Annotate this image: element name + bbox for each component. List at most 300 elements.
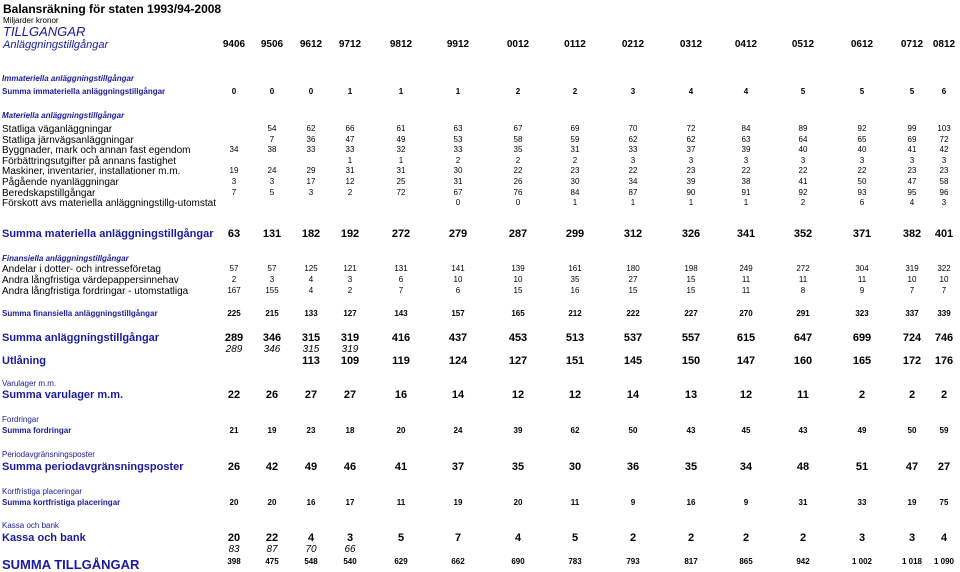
table-cell: 3 [743, 156, 749, 165]
table-cell: 72 [686, 124, 696, 133]
row-label: Summa varulager m.m. [2, 389, 124, 401]
table-cell: 27 [304, 389, 318, 401]
table-cell: 24 [267, 166, 277, 175]
table-cell: 1 [398, 87, 404, 96]
table-cell: 289 [224, 332, 244, 344]
table-cell: 2 [858, 389, 866, 401]
table-cell: 5 [269, 188, 275, 197]
table-cell: 49 [857, 426, 867, 435]
table-cell: 10 [453, 275, 463, 284]
table-cell: 50 [857, 177, 867, 186]
table-cell: 12 [739, 389, 753, 401]
table-cell: 1 [743, 198, 749, 207]
table-cell: 113 [302, 355, 320, 367]
table-cell: 3 [858, 532, 866, 544]
table-cell: 41 [394, 461, 408, 473]
table-cell: 0 [515, 198, 521, 207]
table-cell: 64 [798, 135, 808, 144]
table-cell: 272 [796, 264, 810, 273]
table-cell: 35 [513, 145, 523, 154]
table-cell: 5 [909, 87, 915, 96]
table-cell: 7 [398, 286, 404, 295]
table-cell: 22 [628, 166, 638, 175]
table-cell: 90 [686, 188, 696, 197]
table-cell: 31 [345, 166, 355, 175]
table-cell: 33 [628, 145, 638, 154]
table-cell: 119 [392, 355, 410, 367]
table-cell: 346 [263, 344, 281, 355]
table-cell: 319 [341, 344, 359, 355]
table-cell: 6 [859, 198, 865, 207]
table-cell: 475 [265, 557, 279, 566]
table-cell: 7 [909, 286, 915, 295]
table-cell: 45 [741, 426, 751, 435]
table-cell: 3 [688, 156, 694, 165]
section-title: TILLGANGAR [3, 24, 86, 39]
table-cell: 2 [940, 389, 948, 401]
table-cell: 793 [626, 557, 640, 566]
table-cell: 22 [265, 532, 279, 544]
table-cell: 3 [630, 156, 636, 165]
table-cell: 157 [451, 309, 465, 318]
row-label: Förbättringsutgifter på annans fastighet [2, 156, 176, 167]
table-cell: 15 [686, 275, 696, 284]
table-cell: 11 [857, 275, 867, 284]
column-header-0312: 0312 [679, 39, 703, 50]
table-cell: 35 [511, 461, 525, 473]
table-cell: 41 [907, 145, 917, 154]
table-cell: 54 [267, 124, 277, 133]
table-cell: 16 [394, 389, 408, 401]
table-cell: 4 [688, 87, 694, 96]
row-label: Summa finansiella anläggningstillgångar [2, 309, 158, 318]
table-cell: 2 [742, 532, 750, 544]
table-cell: 1 090 [933, 557, 955, 566]
table-cell: 6 [398, 275, 404, 284]
table-cell: 346 [262, 332, 282, 344]
table-cell: 39 [513, 426, 523, 435]
table-cell: 62 [628, 135, 638, 144]
table-cell: 69 [570, 124, 580, 133]
row-label: Andra långfristiga värdepappersinnehav [2, 275, 179, 286]
table-cell: 41 [798, 177, 808, 186]
row-label: Summa periodavgränsningsposter [2, 461, 184, 473]
table-cell: 176 [934, 355, 954, 367]
table-cell: 5 [859, 87, 865, 96]
table-cell: 1 [630, 198, 636, 207]
table-cell: 33 [857, 498, 867, 507]
row-label: Finansiella anläggningstillgångar [2, 254, 129, 263]
table-cell: 746 [934, 332, 954, 344]
row-label: Summa anläggningstillgångar [2, 332, 160, 344]
table-cell: 22 [857, 166, 867, 175]
table-cell: 26 [513, 177, 523, 186]
column-header-0712: 0712 [900, 39, 924, 50]
table-cell: 127 [508, 355, 528, 367]
table-cell: 225 [227, 309, 241, 318]
table-cell: 3 [347, 275, 353, 284]
column-header-0612: 0612 [850, 39, 874, 50]
table-cell: 47 [907, 177, 917, 186]
table-cell: 453 [508, 332, 528, 344]
table-cell: 548 [304, 557, 318, 566]
column-header-0812: 0812 [932, 39, 956, 50]
table-cell: 26 [265, 389, 279, 401]
column-header-0112: 0112 [564, 39, 586, 50]
table-cell: 11 [741, 275, 751, 284]
row-label: Kassa och bank [2, 532, 86, 544]
table-cell: 942 [796, 557, 810, 566]
table-cell: 34 [628, 177, 638, 186]
table-cell: 145 [623, 355, 643, 367]
table-cell: 27 [628, 275, 638, 284]
table-cell: 7 [269, 135, 275, 144]
table-cell: 47 [345, 135, 355, 144]
table-cell: 165 [852, 355, 872, 367]
table-cell: 270 [739, 309, 753, 318]
table-cell: 3 [909, 156, 915, 165]
table-cell: 2 [515, 87, 521, 96]
table-cell: 63 [741, 135, 751, 144]
table-cell: 222 [626, 309, 640, 318]
table-cell: 4 [308, 275, 314, 284]
table-cell: 39 [686, 177, 696, 186]
row-label: Kassa och bank [2, 521, 59, 530]
table-cell: 51 [855, 461, 869, 473]
table-cell: 36 [306, 135, 316, 144]
table-cell: 161 [568, 264, 582, 273]
table-cell: 33 [345, 145, 355, 154]
table-cell: 33 [306, 145, 316, 154]
table-cell: 14 [451, 389, 465, 401]
table-cell: 9 [743, 498, 749, 507]
table-cell: 10 [907, 275, 917, 284]
table-cell: 6 [455, 286, 461, 295]
row-label: Immateriella anläggningstillgångar [2, 74, 135, 83]
column-header-9406: 9406 [222, 39, 246, 50]
row-label: Periodavgränsningsposter [2, 450, 95, 459]
table-cell: 437 [448, 332, 468, 344]
table-cell: 7 [454, 532, 462, 544]
section-subtitle: Anläggningstillgångar [3, 39, 109, 51]
table-cell: 4 [308, 286, 314, 295]
table-cell: 66 [345, 124, 355, 133]
report-title: Balansräkning för staten 1993/94-2008 [3, 2, 222, 16]
table-cell: 8 [800, 286, 806, 295]
table-cell: 141 [451, 264, 465, 273]
table-cell: 537 [623, 332, 643, 344]
table-cell: 5 [800, 87, 806, 96]
table-cell: 11 [797, 389, 809, 401]
table-cell: 1 [688, 198, 694, 207]
table-cell: 0 [308, 87, 314, 96]
table-cell: 23 [306, 426, 316, 435]
table-cell: 42 [265, 461, 279, 473]
table-cell: 23 [907, 166, 917, 175]
table-cell: 93 [857, 188, 867, 197]
table-cell: 57 [267, 264, 277, 273]
table-cell: 34 [739, 461, 753, 473]
table-cell: 92 [857, 124, 867, 133]
table-cell: 50 [628, 426, 638, 435]
table-cell: 35 [570, 275, 580, 284]
table-cell: 22 [513, 166, 523, 175]
table-cell: 35 [684, 461, 698, 473]
table-cell: 17 [306, 177, 316, 186]
row-label: Varulager m.m. [2, 379, 57, 388]
table-cell: 312 [623, 228, 643, 240]
row-label: Statliga väganläggningar [2, 124, 113, 135]
table-cell: 215 [265, 309, 279, 318]
table-cell: 27 [937, 461, 951, 473]
table-cell: 21 [229, 426, 239, 435]
table-cell: 22 [798, 166, 808, 175]
table-cell: 15 [686, 286, 696, 295]
table-cell: 315 [302, 344, 320, 355]
table-cell: 2 [572, 87, 578, 96]
table-cell: 4 [743, 87, 749, 96]
table-cell: 647 [793, 332, 813, 344]
table-cell: 0 [455, 198, 461, 207]
table-cell: 2 [347, 188, 353, 197]
table-cell: 23 [939, 166, 949, 175]
table-cell: 4 [307, 532, 315, 544]
table-cell: 124 [448, 355, 468, 367]
table-cell: 865 [739, 557, 753, 566]
row-label: Materiella anläggningstillgångar [2, 111, 125, 120]
table-cell: 2 [908, 389, 916, 401]
table-cell: 109 [340, 355, 360, 367]
table-cell: 103 [937, 124, 951, 133]
table-cell: 69 [907, 135, 917, 144]
table-cell: 66 [344, 544, 356, 555]
table-cell: 34 [229, 145, 239, 154]
table-cell: 5 [571, 532, 579, 544]
table-cell: 22 [227, 389, 241, 401]
table-cell: 29 [306, 166, 316, 175]
table-cell: 20 [267, 498, 277, 507]
table-cell: 17 [345, 498, 355, 507]
table-cell: 58 [939, 177, 949, 186]
table-cell: 3 [941, 156, 947, 165]
table-cell: 3 [346, 532, 354, 544]
table-cell: 87 [266, 544, 278, 555]
table-cell: 337 [905, 309, 919, 318]
table-cell: 150 [681, 355, 701, 367]
table-cell: 2 [629, 532, 637, 544]
table-cell: 9 [630, 498, 636, 507]
table-cell: 192 [340, 228, 360, 240]
table-cell: 299 [565, 228, 585, 240]
table-cell: 2 [455, 156, 461, 165]
column-header-9612: 9612 [299, 39, 323, 50]
table-cell: 46 [343, 461, 357, 473]
table-cell: 19 [907, 498, 917, 507]
table-cell: 3 [800, 156, 806, 165]
row-label: Maskiner, inventarier, installationer m.m. [2, 166, 181, 177]
table-cell: 37 [686, 145, 696, 154]
table-cell: 48 [796, 461, 810, 473]
table-cell: 1 [347, 87, 353, 96]
table-cell: 36 [626, 461, 640, 473]
table-cell: 22 [741, 166, 751, 175]
table-cell: 3 [269, 275, 275, 284]
table-cell: 557 [681, 332, 701, 344]
table-cell: 27 [343, 389, 357, 401]
table-cell: 319 [905, 264, 919, 273]
table-cell: 382 [902, 228, 922, 240]
table-cell: 50 [907, 426, 917, 435]
column-header-0012: 0012 [506, 39, 530, 50]
table-cell: 67 [513, 124, 523, 133]
table-cell: 91 [741, 188, 751, 197]
table-cell: 16 [570, 286, 580, 295]
table-cell: 9 [859, 286, 865, 295]
table-cell: 30 [568, 461, 582, 473]
row-label: Beredskapstillgångar [2, 188, 96, 199]
table-cell: 323 [855, 309, 869, 318]
table-cell: 33 [453, 145, 463, 154]
table-cell: 125 [304, 264, 318, 273]
table-cell: 38 [267, 145, 277, 154]
table-cell: 31 [570, 145, 580, 154]
table-cell: 1 [455, 87, 461, 96]
table-cell: 1 018 [901, 557, 923, 566]
table-cell: 95 [907, 188, 917, 197]
table-cell: 4 [940, 532, 948, 544]
table-cell: 15 [628, 286, 638, 295]
table-cell: 20 [229, 498, 239, 507]
table-cell: 61 [396, 124, 406, 133]
table-cell: 151 [565, 355, 585, 367]
table-cell: 289 [225, 344, 243, 355]
table-cell: 12 [511, 389, 525, 401]
row-label: Summa materiella anläggningstillgångar [2, 228, 214, 240]
row-label: Utlåning [2, 355, 46, 367]
table-cell: 227 [684, 309, 698, 318]
table-cell: 72 [396, 188, 406, 197]
table-cell: 322 [937, 264, 951, 273]
table-cell: 75 [939, 498, 949, 507]
table-cell: 287 [508, 228, 528, 240]
table-cell: 279 [448, 228, 468, 240]
table-cell: 53 [453, 135, 463, 144]
table-cell: 11 [741, 286, 751, 295]
table-cell: 2 [800, 198, 806, 207]
table-cell: 23 [686, 166, 696, 175]
table-cell: 3 [859, 156, 865, 165]
table-cell: 72 [939, 135, 949, 144]
table-cell: 0 [231, 87, 237, 96]
table-cell: 2 [799, 532, 807, 544]
table-cell: 662 [451, 557, 465, 566]
table-cell: 212 [568, 309, 582, 318]
table-cell: 416 [391, 332, 411, 344]
table-cell: 783 [568, 557, 582, 566]
table-cell: 25 [396, 177, 406, 186]
column-header-9712: 9712 [338, 39, 362, 50]
table-cell: 10 [513, 275, 523, 284]
row-label: Summa immateriella anläggningstillgångar [2, 87, 166, 96]
table-cell: 59 [570, 135, 580, 144]
row-label: Kortfristiga placeringar [2, 487, 83, 496]
table-cell: 1 002 [851, 557, 873, 566]
table-cell: 59 [939, 426, 949, 435]
table-cell: 2 [572, 156, 578, 165]
column-header-9812: 9812 [389, 39, 413, 50]
table-cell: 3 [308, 188, 314, 197]
table-cell: 249 [739, 264, 753, 273]
table-cell: 133 [304, 309, 318, 318]
table-cell: 84 [741, 124, 751, 133]
table-cell: 629 [394, 557, 408, 566]
table-cell: 31 [396, 166, 406, 175]
table-cell: 2 [515, 156, 521, 165]
table-cell: 615 [736, 332, 756, 344]
table-cell: 43 [686, 426, 696, 435]
table-cell: 1 [398, 156, 404, 165]
table-cell: 76 [513, 188, 523, 197]
table-cell: 40 [798, 145, 808, 154]
table-cell: 3 [269, 177, 275, 186]
table-cell: 272 [391, 228, 411, 240]
table-cell: 70 [305, 544, 317, 555]
table-cell: 12 [345, 177, 355, 186]
unit-label: Miljarder kronor [3, 16, 59, 25]
table-cell: 315 [301, 332, 321, 344]
table-cell: 47 [905, 461, 919, 473]
row-label: Statliga järnvägsanläggningar [2, 135, 134, 146]
table-cell: 131 [262, 228, 282, 240]
table-cell: 180 [626, 264, 640, 273]
row-label: Pågående nyanläggningar [2, 177, 119, 188]
table-cell: 65 [857, 135, 867, 144]
table-cell: 160 [793, 355, 813, 367]
table-cell: 37 [451, 461, 465, 473]
table-cell: 99 [907, 124, 917, 133]
table-cell: 371 [852, 228, 872, 240]
table-cell: 31 [798, 498, 808, 507]
table-cell: 2 [347, 286, 353, 295]
column-header-0212: 0212 [621, 39, 645, 50]
table-cell: 57 [229, 264, 239, 273]
table-cell: 40 [857, 145, 867, 154]
table-cell: 62 [306, 124, 316, 133]
table-cell: 30 [453, 166, 463, 175]
table-cell: 143 [394, 309, 408, 318]
table-cell: 38 [741, 177, 751, 186]
table-cell: 23 [570, 166, 580, 175]
table-cell: 4 [909, 198, 915, 207]
table-cell: 131 [394, 264, 408, 273]
table-cell: 155 [265, 286, 279, 295]
table-cell: 326 [681, 228, 701, 240]
table-cell: 13 [684, 389, 698, 401]
table-cell: 167 [227, 286, 241, 295]
table-cell: 198 [684, 264, 698, 273]
table-cell: 341 [736, 228, 756, 240]
table-cell: 32 [396, 145, 406, 154]
table-cell: 67 [453, 188, 463, 197]
table-cell: 304 [855, 264, 869, 273]
table-cell: 18 [345, 426, 355, 435]
table-cell: 2 [231, 275, 237, 284]
row-label: Summa kortfristiga placeringar [2, 498, 121, 507]
table-cell: 16 [686, 498, 696, 507]
table-cell: 16 [306, 498, 316, 507]
table-cell: 84 [570, 188, 580, 197]
table-cell: 31 [453, 177, 463, 186]
